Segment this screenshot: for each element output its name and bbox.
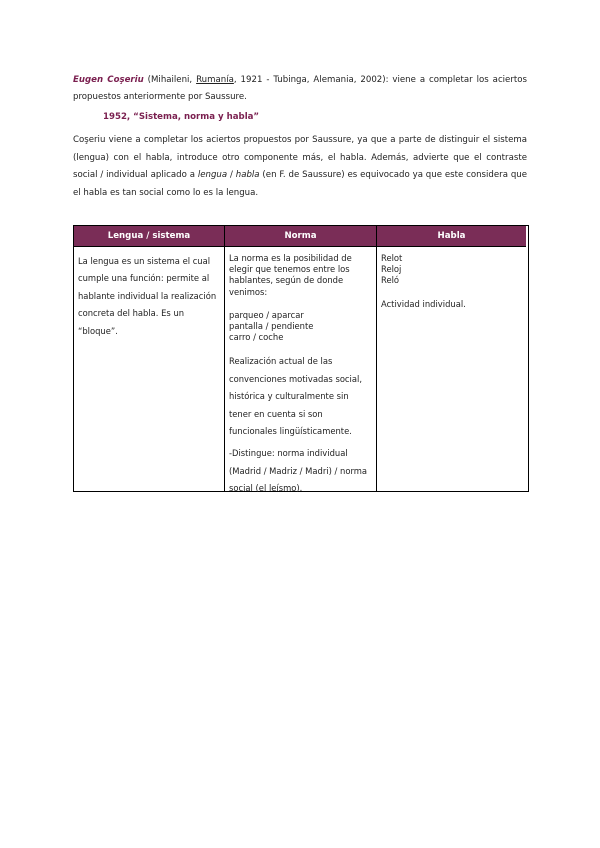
habla-variant: Relot [381, 253, 403, 263]
norma-example: parqueo / aparcar [229, 309, 304, 320]
header-habla: Habla [376, 226, 526, 247]
cell-habla [376, 247, 526, 491]
header-norma: Norma [224, 226, 376, 247]
paragraph-part-2: / [227, 170, 236, 181]
intro-paragraph [73, 72, 527, 106]
norma-realization: Realización actual de las convenciones motivadas social, histórica y culturalmente sin tener en cuenta si son funcionales lingüísticamente. [229, 356, 362, 437]
intro-text-1: (Mihaileni, [143, 75, 197, 85]
section-subheading: 1952, “Sistema, norma y habla” [103, 112, 260, 122]
country-name: Rumanía [196, 75, 234, 85]
author-name: Eugen Coşeriu [73, 75, 144, 85]
norma-example: pantalla / pendiente [229, 321, 314, 332]
term-lengua: lengua [197, 170, 228, 181]
paragraph-part-3: (en F. de Saussure) es equivocado ya que este considera que el habla es tan social como lo es la lengua. [73, 170, 528, 198]
paragraph-part-1: Coşeriu viene a completar los aciertos propuestos por Saussure, ya que a parte de distinguir el sistema (lengua) con el habla, introduce otro componente más, el habla. Además, advierte que el contraste social / individual aplicado a [73, 135, 527, 181]
term-habla: habla [235, 170, 260, 181]
intro-text-2: , 1921 - Tubinga, Alemania, 2002): viene a completar los aciertos propuestos anteriormente por Saussure. [73, 75, 527, 102]
header-lengua: Lengua / sistema [74, 226, 224, 247]
habla-variants [381, 253, 522, 287]
body-paragraph [73, 132, 527, 202]
lengua-description: La lengua es un sistema el cual cumple una función: permite al hablante individual la realización concreta del habla. Es un “bloque”. [78, 256, 217, 336]
norma-example: carro / coche [229, 332, 284, 343]
habla-variant: Reloj [381, 264, 402, 275]
norma-definition: La norma es la posibilidad de elegir que tenemos entre los hablantes, según de donde venimos: [229, 253, 352, 297]
cell-norma [224, 247, 376, 494]
habla-note: Actividad individual. [381, 298, 466, 309]
habla-variant: Reló [381, 275, 400, 286]
cell-lengua [74, 247, 224, 491]
norma-distinction: -Distingue: norma individual (Madrid / Madriz / Madri) / norma social (el leísmo). [229, 448, 368, 494]
comparison-table [73, 225, 529, 492]
norma-examples [229, 310, 372, 344]
